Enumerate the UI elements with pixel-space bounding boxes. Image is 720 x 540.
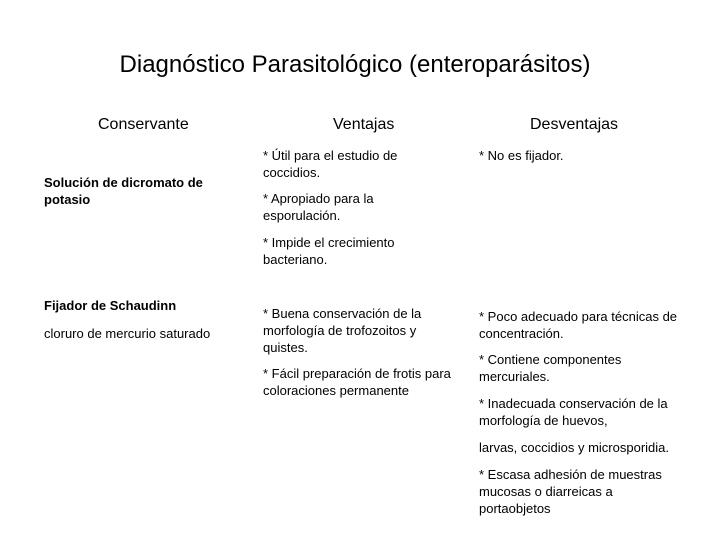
row1-ventaja-1: * Útil para el estudio de coccidios. [263, 148, 398, 180]
slide-title: Diagnóstico Parasitológico (enteroparásitos) [119, 51, 591, 78]
row2-desventaja-4: larvas, coccidios y microsporidia. [479, 440, 670, 455]
row2-desventaja-2: * Contiene componentes mercuriales. [479, 352, 622, 384]
header-desventajas: Desventajas [530, 116, 619, 133]
header-ventajas: Ventajas [333, 116, 395, 133]
row2-desventaja-3: * Inadecuada conservación de la morfología de huevos, [479, 396, 668, 428]
row2-conservante-name: Fijador de Schaudinn [44, 298, 177, 313]
row1-conservante: Solución de dicromato de potasio [44, 175, 203, 207]
row2-desventaja-5: * Escasa adhesión de muestras mucosas o diarreicas a portaobjetos [479, 467, 662, 516]
row2-conservante-detail: cloruro de mercurio saturado [44, 326, 211, 341]
row1-ventaja-2: * Apropiado para la esporulación. [263, 191, 374, 223]
row2-ventaja-1: * Buena conservación de la morfología de trofozoitos y quistes. [263, 306, 422, 355]
row2-desventaja-1: * Poco adecuado para técnicas de concentración. [479, 309, 678, 341]
row1-desventaja-1: * No es fijador. [479, 148, 564, 163]
row1-ventaja-3: * Impide el crecimiento bacteriano. [263, 235, 395, 267]
header-conservante: Conservante [98, 116, 189, 133]
row2-ventaja-2: * Fácil preparación de frotis para coloraciones permanente [263, 366, 451, 398]
